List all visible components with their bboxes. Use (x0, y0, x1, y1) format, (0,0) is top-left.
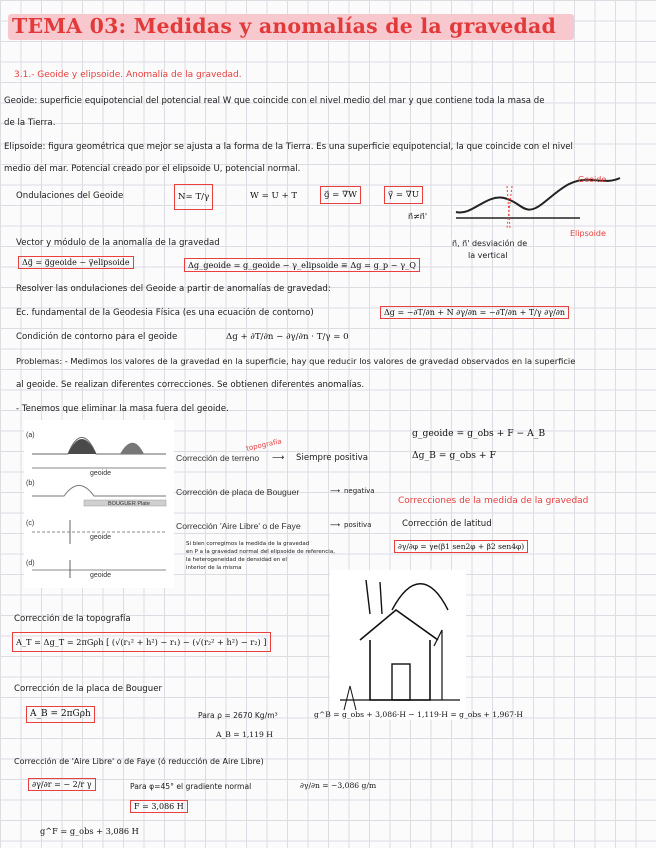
elipsoide-definition-line1: Elipsoide: figura geométrica que mejor se ajusta a la forma de la Tierra. Es una superficie equipotencial, la que coincide con el nivel (4, 142, 573, 152)
formula-AT: A_T = Δg_T = 2πGρh [ (√(r₁² + h²) − r₁) − (√(r₂² + h²) − r₂) ] (12, 632, 271, 652)
formula-gamma-gradient: γ⃗ = ∇U (384, 186, 423, 204)
topography-sketch (330, 570, 466, 720)
elipsoide-definition-line2: medio del mar. Potencial creado por el elipsoide U, potencial normal. (4, 164, 301, 174)
correcciones-medida-heading: Correcciones de la medida de la gravedad (398, 496, 589, 506)
corr-note-line1: Si bien corregimos la medida de la gravedad (186, 541, 310, 547)
corr-note-line3: la heterogeneidad de densidad en el (186, 557, 287, 563)
formula-W: W = U + T (250, 191, 298, 201)
vector-modulo-label: Vector y módulo de la anomalía de la gravedad (16, 238, 220, 248)
fig-label-b: (b) (26, 480, 35, 487)
page-title: TEMA 03: Medidas y anomalías de la gravedad (12, 14, 557, 38)
formula-g-geoide: g_geoide = g_obs + F − A_B (412, 428, 546, 439)
ecuacion-fundamental-label: Ec. fundamental de la Geodesia Física (es una ecuación de contorno) (16, 308, 314, 318)
arrow-terreno: ⟶ (272, 453, 285, 463)
formula-F: F = 3,086 H (130, 800, 188, 813)
formula-delta-vector: Δg⃗ = g⃗geoide − γ⃗elipsoide (18, 256, 134, 269)
correccion-aire-heading: Corrección de 'Aire Libre' o de Faye (ó reducción de Aire Libre) (14, 757, 264, 766)
formula-g-gradient: g⃗ = ∇W (320, 186, 361, 204)
problemas-line2: al geoide. Se realizan diferentes correcciones. Se obtienen diferentes anomalías. (16, 380, 365, 390)
arrow-placa: ⟶ (330, 487, 341, 495)
fig-label-geoide-3: geoide (90, 572, 112, 579)
formula-ecuacion-fundamental: Δg = −∂T/∂n + N ∂γ/∂n = −∂T/∂n + T/γ ∂γ/∂n (380, 306, 569, 319)
label-geoide: Geoide (578, 175, 607, 184)
correccion-topografia-heading: Corrección de la topografía (14, 614, 131, 624)
formula-gradient-value: ∂γ/∂n = −3,086 g/m (300, 781, 377, 790)
geoide-definition-line1: Geoide: superficie equipotencial del potencial real W que coincide con el nivel medio del mar y que contiene toda la masa de (4, 96, 545, 106)
formula-AB: A_B = 2πGρh (26, 706, 95, 723)
fig-label-d: (d) (26, 560, 35, 567)
fig-label-geoide-2: geoide (90, 534, 112, 541)
fig-label-geoide-1: geoide (90, 470, 112, 477)
geoid-ellipsoid-sketch (452, 168, 642, 232)
para-phi: Para φ=45° el gradiente normal (130, 782, 252, 791)
topografia-note: topografía (245, 437, 283, 453)
problemas-line1: Problemas: - Medimos los valores de la gravedad en la superficie, hay que reducir los valores de gravedad observados en la superficie (16, 356, 576, 366)
formula-latitud: ∂γ/∂φ = γe(β1 sen2φ + β2 sen4φ) (394, 540, 528, 553)
arrow-aire: ⟶ (330, 521, 341, 529)
corrections-figure (24, 420, 174, 588)
fig-label-a: (a) (26, 432, 35, 439)
normal-n-prime (507, 186, 512, 228)
corr-note-line2: en P a la gravedad normal del elipsoide de referencia, (186, 549, 335, 555)
section-heading: 3.1.- Geoide y elipsoide. Anomalía de la gravedad. (14, 70, 242, 80)
formula-delta-gb: Δg_B = g_obs + F (412, 450, 496, 461)
label-elipsoide: Elipsoide (570, 229, 606, 238)
fig-label-bouguer-plate: BOUGUER Plate (108, 501, 150, 507)
formula-AB-value: A_B = 1,119 H (216, 730, 273, 739)
formula-normals: n⃗≠n⃗' (408, 212, 428, 221)
siempre-positiva: Siempre positiva (296, 453, 369, 463)
para-rho: Para ρ = 2670 Kg/m³ (198, 711, 278, 720)
eliminar-masa-text: - Tenemos que eliminar la masa fuera del geoide. (16, 404, 229, 414)
corr-note-line4: interior de la misma (186, 565, 242, 571)
desviacion-line1: n⃗, n⃗' desviación de (452, 239, 528, 248)
desviacion-line2: la vertical (468, 251, 508, 260)
ondulaciones-label: Ondulaciones del Geoide (16, 191, 124, 201)
formula-gB-line: g^B = g_obs + 3,086·H − 1,119·H = g_obs + 1,967·H (314, 710, 524, 719)
negativa-note: negativa (344, 487, 375, 495)
correccion-latitud-label: Corrección de latitud (402, 519, 492, 529)
correccion-terreno-label: Corrección de terreno (176, 453, 260, 463)
formula-condicion-contorno: Δg + ∂T/∂n − ∂γ/∂n · T/γ = 0 (226, 332, 349, 342)
positiva-note: positiva (344, 521, 372, 529)
correccion-placa-label: Corrección de placa de Bouguer (176, 487, 300, 497)
resolver-text: Resolver las ondulaciones del Geoide a partir de anomalías de gravedad: (16, 284, 331, 294)
correccion-aire-label: Corrección 'Aire Libre' o de Faye (176, 521, 301, 531)
formula-N: N= T/γ (174, 184, 213, 210)
fig-label-c: (c) (26, 520, 35, 527)
formula-delta-modulus: Δg_geoide = g_geoide − γ_elipsoide ≡ Δg = g_p − γ_Q (184, 258, 420, 272)
geoide-definition-line2: de la Tierra. (4, 118, 56, 128)
condicion-contorno-label: Condición de contorno para el geoide (16, 332, 178, 342)
formula-gradient-r: ∂γ/∂r = − 2/r γ (28, 778, 96, 791)
formula-gF: g^F = g_obs + 3,086 H (40, 826, 139, 836)
correccion-placa-heading: Corrección de la placa de Bouguer (14, 684, 163, 694)
